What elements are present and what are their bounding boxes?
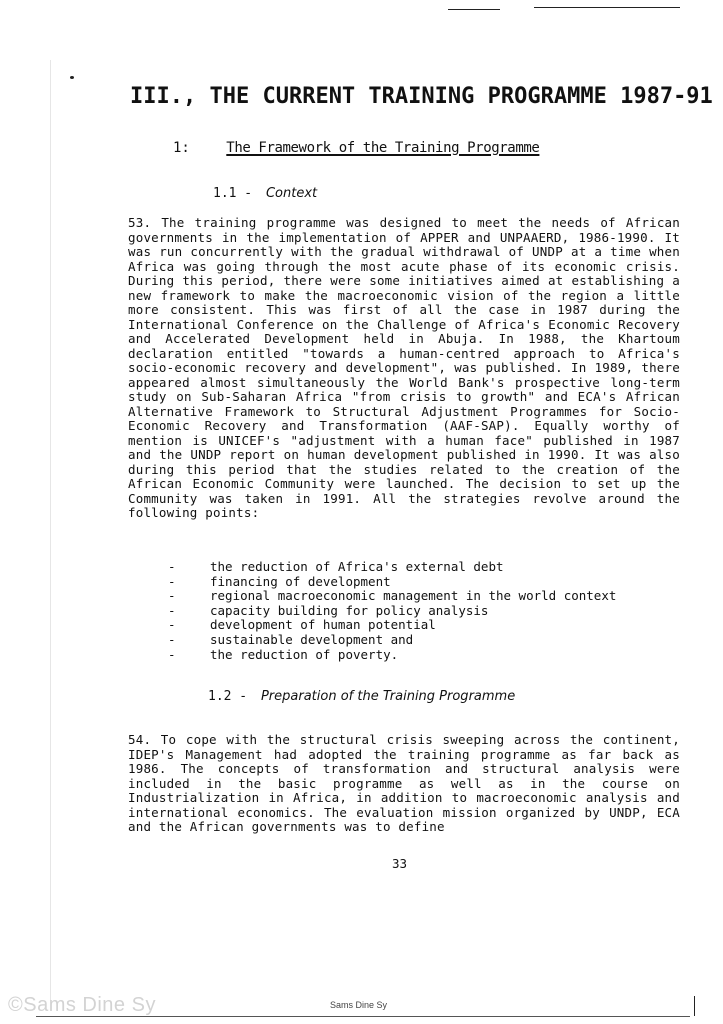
list-item-text: capacity building for policy analysis <box>210 602 489 618</box>
bullet-dash: - <box>168 631 176 647</box>
scan-speck <box>70 76 74 79</box>
bullet-dash: - <box>168 588 176 604</box>
subheading-title: The Framework of the Training Programme <box>226 140 540 156</box>
section-1-2-heading <box>208 689 515 704</box>
scan-line-top-right <box>534 7 680 8</box>
list-item <box>168 560 616 575</box>
section-1-2-title: Preparation of the Training Programme <box>260 689 516 704</box>
section-1-1-title: Context <box>265 186 318 201</box>
subheading-number: 1: <box>173 140 190 156</box>
watermark-small: Sams Dine Sy <box>330 1000 388 1010</box>
subheading <box>173 140 539 156</box>
list-item <box>168 633 616 648</box>
page-number: 33 <box>392 856 408 871</box>
list-item-text: the reduction of Africa's external debt <box>210 559 504 574</box>
bullet-dash: - <box>168 602 176 618</box>
section-1-1-heading <box>213 186 317 201</box>
page-edge-shadow <box>50 60 51 1000</box>
list-item-text: regional macroeconomic management in the world context <box>210 588 617 604</box>
list-item-text: development of human potential <box>210 617 436 633</box>
list-item-text: the reduction of poverty. <box>210 646 399 662</box>
section-1-1-number: 1.1 - <box>213 186 253 201</box>
chapter-title: THE CURRENT TRAINING PROGRAMME 1987-91 <box>209 84 713 109</box>
list-item <box>168 604 616 619</box>
paragraph-54: 54. To cope with the structural crisis sweeping across the continent, IDEP's Management had adopted the training programme as far back as 1986. The concepts of transformation and structural analysis were included in the basic programme as well as in the course on Industrialization in Africa, in addition to macroeconomic analysis and international economics. The evaluation mission organized by UNDP, ECA and the African governments was to define <box>128 732 680 834</box>
list-item <box>168 589 616 604</box>
list-item <box>168 575 616 590</box>
list-item-text: financing of development <box>210 573 391 589</box>
bullet-dash: - <box>168 617 176 633</box>
watermark-large: ©Sams Dine Sy <box>8 994 156 1016</box>
list-item <box>168 648 616 663</box>
bullet-dash: - <box>168 559 176 574</box>
chapter-numeral: III., <box>130 84 197 109</box>
paragraph-53: 53. The training programme was designed to meet the needs of African governments in the implementation of APPER and UNPAAERD, 1986-1990. It was run concurrently with the gradual withdrawal of UNDP at a time when Africa was going through the most acute phase of its economic crisis. During this period, there were some initiatives aimed at establishing a new framework to make the macroeconomic vision of the region a little more consistent. This was first of all the case in 1987 during the International Conference on the Challenge of Africa's Economic Recovery and Accelerated Development held in Abuja. In 1988, the Khartoum declaration entitled "towards a human-centred approach to Africa's socio-economic recovery and development", was published. In 1989, there appeared almost simultaneously the World Bank's prospective long-term study on Sub-Saharan Africa "from crisis to growth" and ECA's African Alternative Framework to Structural Adjustment Programmes for Socio-Economic Recovery and Transformation (AAF-SAP). Equally worthy of mention is UNICEF's "adjustment with a human face" published in 1987 and the UNDP report on human development published in 1990. It was also during this period that the studies related to the creation of the African Economic Community were launched. The decision to set up the Community was taken in 1991. All the strategies revolve around the following points: <box>128 215 680 520</box>
scan-line-top <box>448 9 500 10</box>
bullet-dash: - <box>168 646 176 662</box>
list-item-text: sustainable development and <box>210 631 414 647</box>
strategy-points-list <box>168 560 616 662</box>
section-1-2-number: 1.2 - <box>208 689 248 704</box>
scan-mark-bottom-right <box>694 996 695 1016</box>
bullet-dash: - <box>168 573 176 589</box>
list-item <box>168 618 616 633</box>
chapter-heading <box>130 84 713 109</box>
